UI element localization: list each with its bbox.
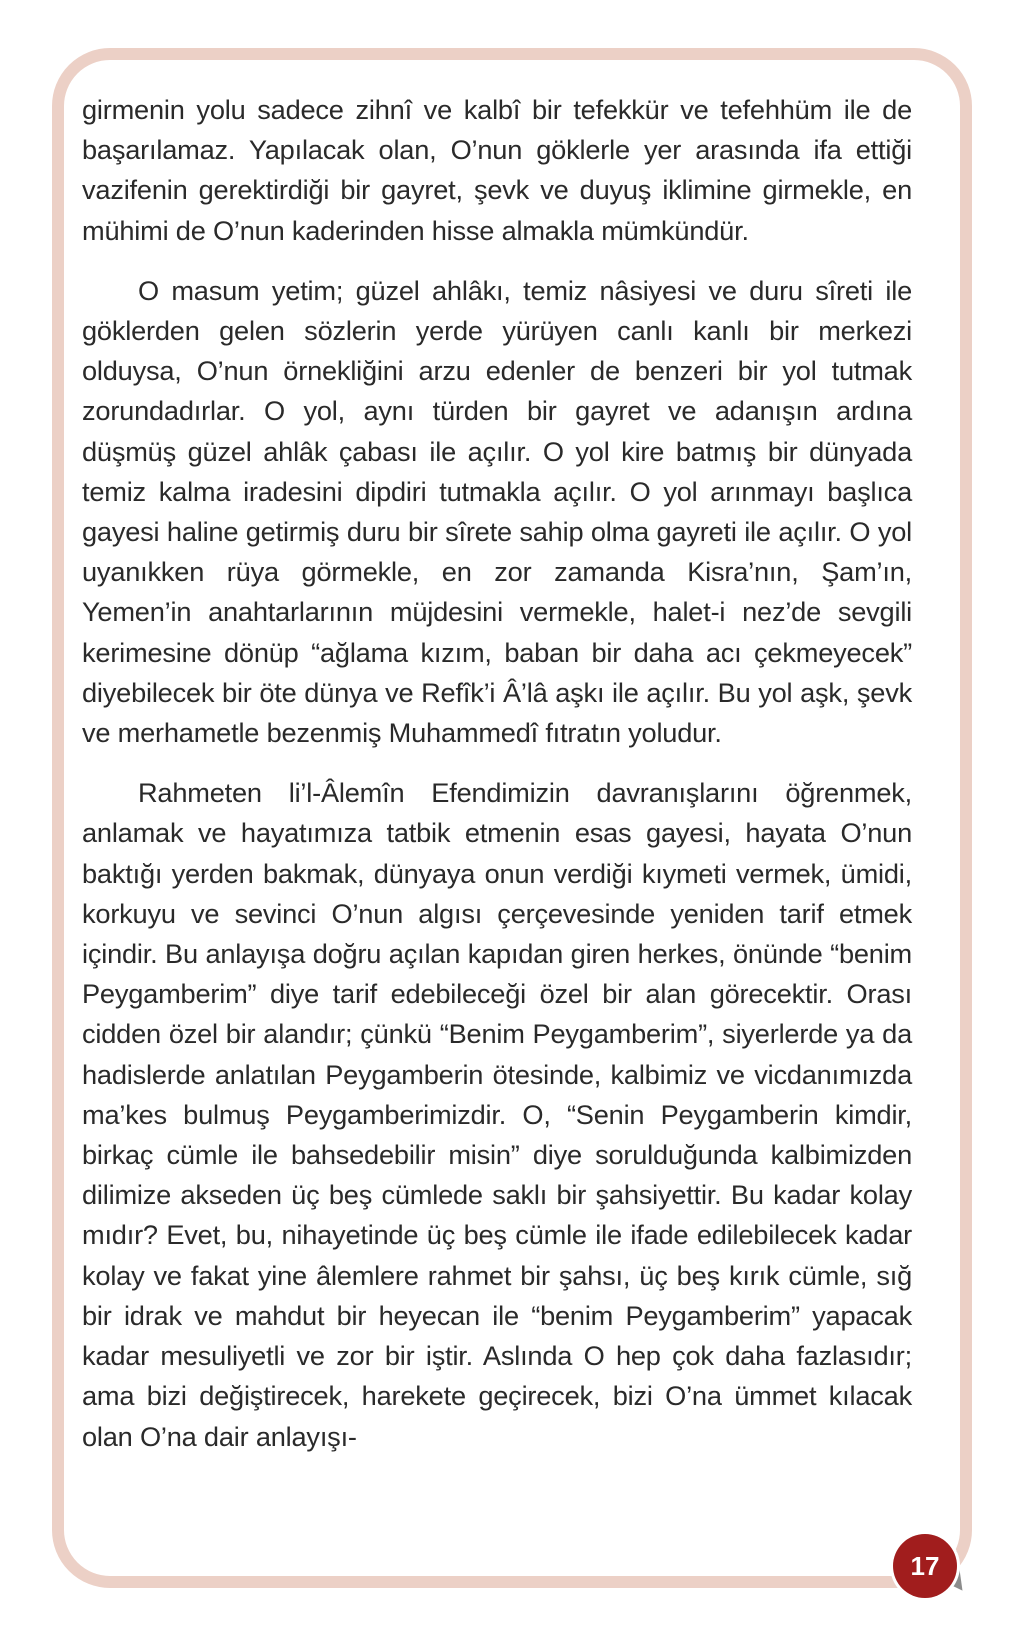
paragraph-1: girmenin yolu sadece zihnî ve kalbî bir tefekkür ve tefehhüm ile de başarılamaz. Yapılacak olan, O’nun göklerle yer arasında ifa ettiği vazifenin gerektirdiği bir gayret, şevk ve duyuş iklimine girmekle, en mühimi de O’nun kaderinden hisse almakla mümkündür. — [82, 94, 912, 246]
paragraph-3: Rahmeten li’l-Âlemîn Efendimizin davranışlarını öğrenmek, anlamak ve hayatımıza tatbik etmenin esas gayesi, hayata O’nun baktığı yerden bakmak, dünyaya onun verdiği kıymeti vermek, ümidi, korkuyu ve sevinci O’nun algısı çerçevesinde yeniden tarif etmek içindir. Bu anlayışa doğru açılan kapıdan giren herkes, önünde “benim Peygamberim” diye tarif edebileceği özel bir alan görecektir. Orası cidden özel bir alandır; çünkü “Benim Peygamberim”, siyerlerde ya da hadislerde anlatılan Peygamberin ötesinde, kalbimiz ve vicdanımızda ma’kes bulmuş Peygamberimizdir. O, “Senin Peygamberin kimdir, birkaç cümle ile bahsedebilir misin” diye sorulduğunda kalbimizden dilimize akseden üç beş cümlede saklı bir şahsiyettir. Bu kadar kolay mıdır? Evet, bu, nihayetinde üç beş cümle ile ifade edilebilecek kadar kolay ve fakat yine âlemlere rahmet bir şahsı, üç beş kırık cümle, sığ bir idrak ve mahdut bir heyecan ile “benim Peygamberim” yapacak kadar mesuliyetli ve zor bir iştir. Aslında O hep çok daha fazlasıdır; ama bizi değiştirecek, harekete geçirecek, bizi O’na ümmet kılacak olan O’na dair anlayışı- — [82, 777, 912, 1452]
body-text — [82, 90, 912, 1477]
paragraph-2: O masum yetim; güzel ahlâkı, temiz nâsiyesi ve duru sîreti ile göklerden gelen sözlerin yerde yürüyen canlı kanlı bir merkezi olduysa, O’nun örnekliğini arzu edenler de benzeri bir yol tutmak zorundadırlar. O yol, aynı türden bir gayret ve adanışın ardına düşmüş güzel ahlâk çabası ile açılır. O yol kire batmış bir dünyada temiz kalma iradesini dipdiri tutmakla açılır. O yol arınmayı başlıca gayesi haline getirmiş duru bir sîrete sahip olma gayreti ile açılır. O yol uyanıkken rüya görmekle, en zor zamanda Kisra’nın, Şam’ın, Yemen’in anahtarlarının müjdesini vermekle, halet-i nez’de sevgili kerimesine dönüp “ağlama kızım, baban bir daha acı çekmeyecek” diyebilecek bir öte dünya ve Refîk’i Â’lâ aşkı ile açılır. Bu yol aşk, şevk ve merhametle bezenmiş Muhammedî fıtratın yoludur. — [82, 274, 912, 749]
page-number-badge: 17 — [893, 1534, 957, 1598]
